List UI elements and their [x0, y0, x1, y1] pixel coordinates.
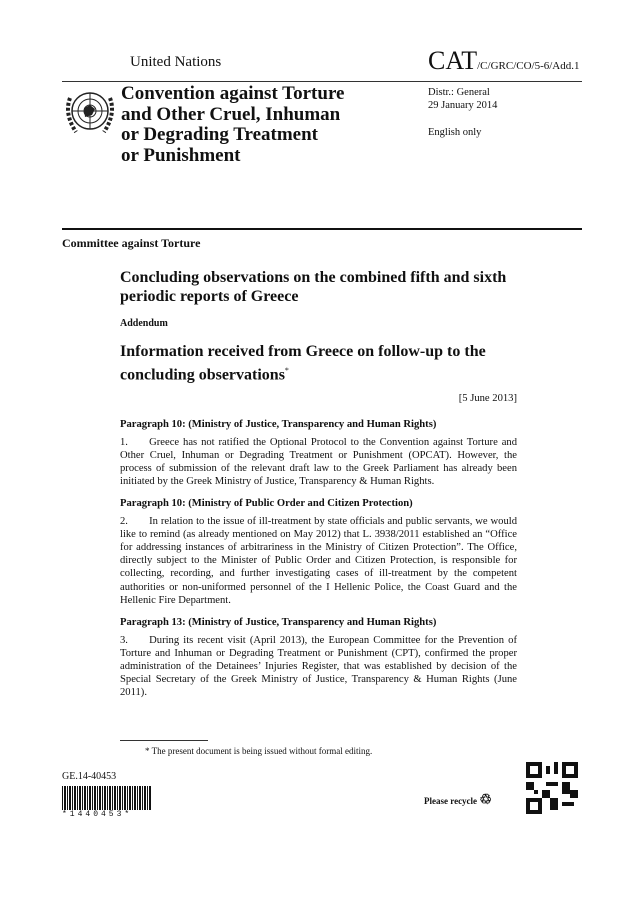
- paragraph: 1. Greece has not ratified the Optional Protocol to the Convention against Torture and Other Cruel, Inhuman or Degrading Treatment or Punishment (OPCAT). However, the process of submission of the relevant draft law to the Greek Parliament has already been initiated by the Greek Ministry of Justice, Transparency & Human Rights.: [120, 436, 517, 487]
- paragraph: 2. In relation to the issue of ill-treatment by state officials and public servants, we would like to remind (as already mentioned on May 2012) that L. 3938/2011 established an “Office for addressing instances of arbitrariness in the Ministry of Citizen Protection”. The Office, directly subject to the Minister of Public Order and Citizen Protection, is responsible for collecting, recording, and further investigating cases of ill-treatment by the competent authorities or non-uniformed personnel of the I Hellenic Police, the Coast Guard and the Hellenic Fire Department.: [120, 516, 517, 606]
- qr-code-icon: [526, 762, 578, 814]
- symbol-suffix: /C/GRC/CO/5-6/Add.1: [477, 60, 580, 72]
- org-name: United Nations: [130, 54, 222, 70]
- document-symbol: [428, 46, 580, 76]
- footnote-mark: *: [284, 366, 289, 376]
- document-body: [120, 268, 517, 708]
- convention-title: [121, 84, 344, 166]
- un-emblem-icon: [62, 84, 118, 140]
- section-heading: Paragraph 10: (Ministry of Public Order and Citizen Protection): [120, 497, 413, 509]
- recycle-note: [424, 792, 492, 809]
- title-line: or Degrading Treatment: [121, 124, 319, 145]
- footnote: * The present document is being issued without formal editing.: [145, 746, 373, 756]
- distribution-info: [428, 86, 497, 112]
- section-heading: Paragraph 10: (Ministry of Justice, Transparency and Human Rights): [120, 418, 437, 430]
- section-heading: Paragraph 13: (Ministry of Justice, Transparency and Human Rights): [120, 616, 437, 628]
- issue-date: 29 January 2014: [428, 100, 498, 111]
- language: English only: [428, 127, 482, 138]
- addendum-label: Addendum: [120, 318, 168, 329]
- sub-heading: [120, 342, 517, 384]
- sub-heading-text: Information received from Greece on follow-up to the concluding observations: [120, 343, 486, 384]
- title-line: and Other Cruel, Inhuman: [121, 103, 341, 125]
- recycle-icon: ♲: [479, 793, 492, 808]
- committee-name: Committee against Torture: [62, 236, 201, 250]
- footnote-rule: [120, 740, 208, 741]
- main-heading: Concluding observations on the combined fifth and sixth periodic reports of Greece: [120, 269, 507, 305]
- paragraph: 3. During its recent visit (April 2013), the European Committee for the Prevention of Torture and Inhuman or Degrading Treatment or Punishment (CPT), confirmed the proper administration of the Detainees’ Injuries Register, that was established by decision of the Special Secretary of the Greek Ministry of Justice, Transparency & Human Rights (June 2011).: [120, 634, 517, 699]
- recycle-text: Please recycle: [424, 796, 478, 806]
- received-date: [5 June 2013]: [458, 393, 517, 405]
- document-number: GE.14-40453: [62, 771, 117, 782]
- title-line: Convention against Torture: [121, 83, 345, 104]
- title-line: or Punishment: [121, 144, 241, 166]
- barcode-icon: [62, 786, 152, 810]
- symbol-main: CAT: [428, 46, 478, 75]
- thick-rule: [62, 228, 582, 230]
- barcode-text: *1440453*: [62, 810, 133, 819]
- header-rule: [62, 81, 582, 82]
- distribution: Distr.: General: [428, 87, 490, 98]
